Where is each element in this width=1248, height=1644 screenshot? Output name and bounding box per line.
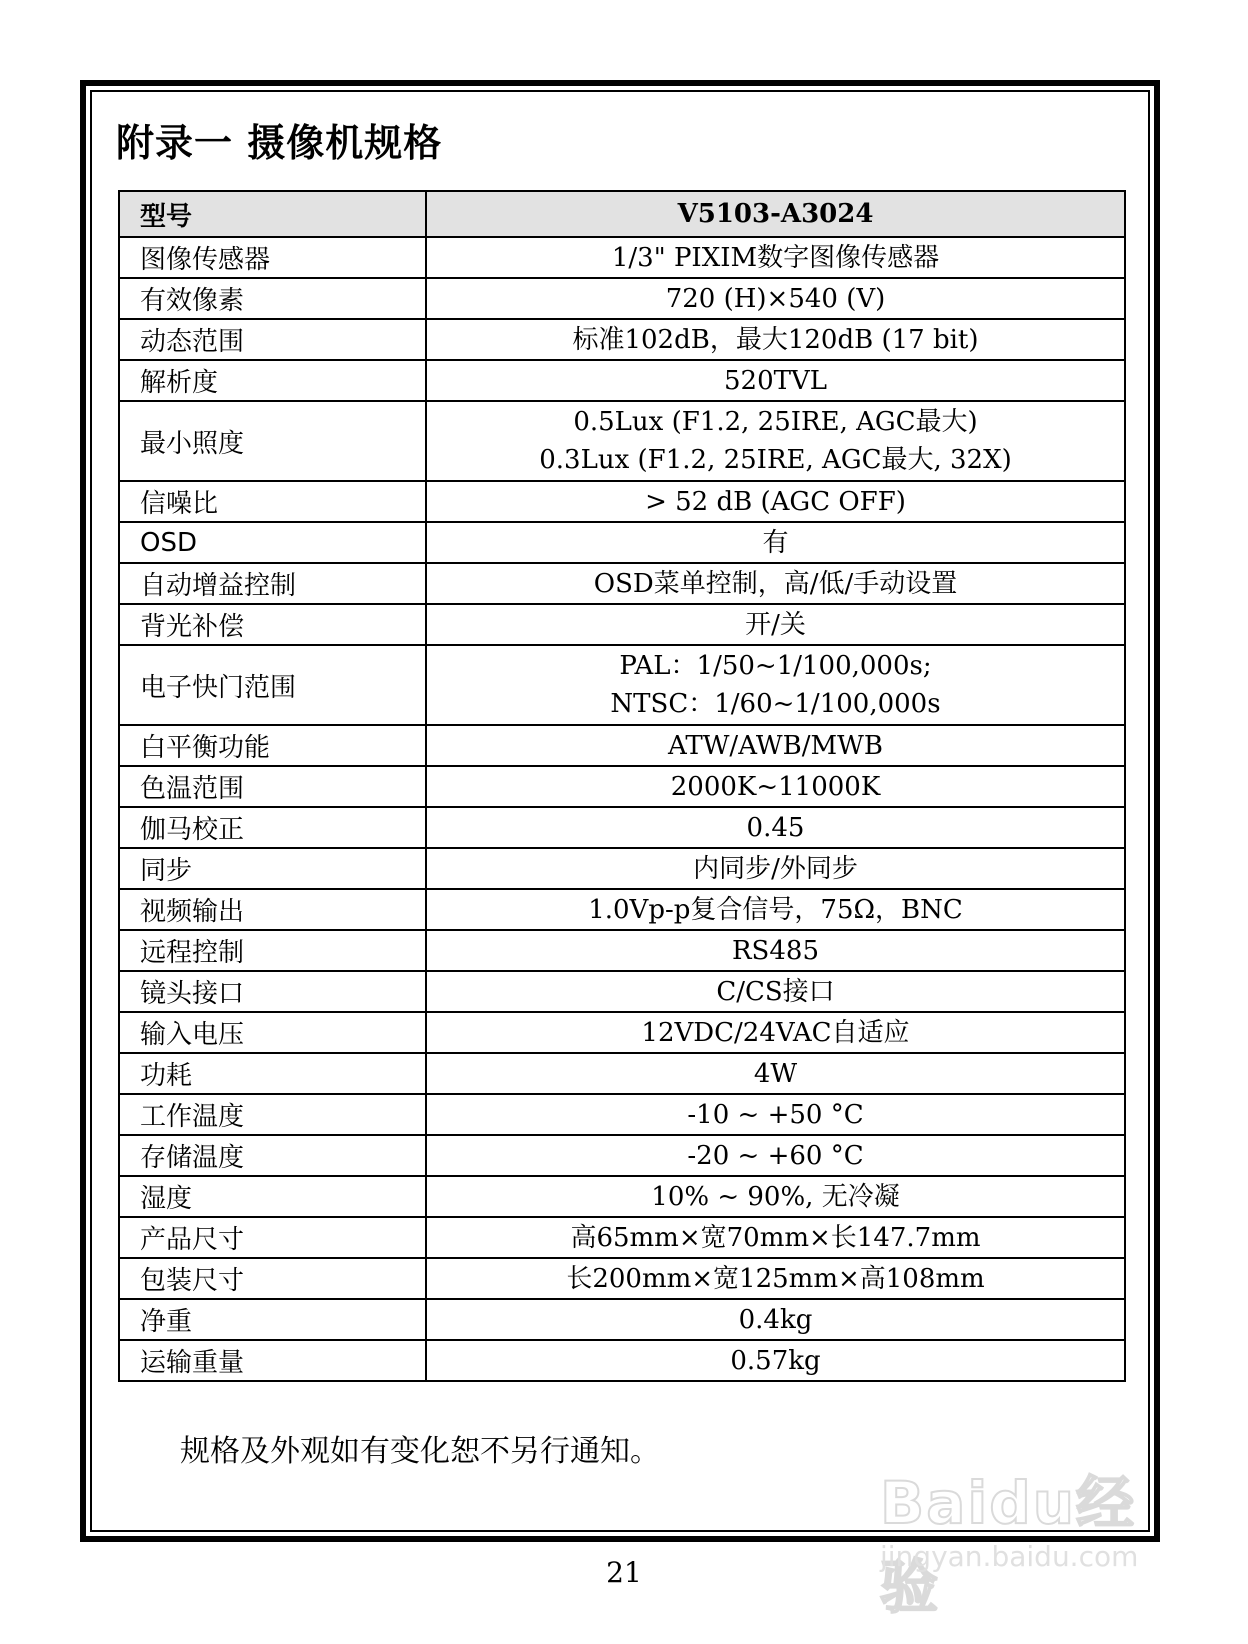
spec-value: 开/关 [745, 609, 806, 640]
spec-label: 净重 [119, 1299, 426, 1340]
table-row [119, 930, 1125, 971]
spec-value-cell [426, 360, 1125, 401]
spec-label: 动态范围 [119, 319, 426, 360]
spec-value: 1/3" PIXIM数字图像传感器 [611, 242, 940, 273]
spec-label: 输入电压 [119, 1012, 426, 1053]
spec-value-cell [426, 930, 1125, 971]
spec-value-cell [426, 1176, 1125, 1217]
spec-value: 4W [753, 1058, 798, 1089]
spec-value: 0.57kg [730, 1345, 821, 1376]
spec-value: 0.3Lux (F1.2, 25IRE, AGC最大, 32X) [539, 445, 1012, 475]
spec-value: 有 [762, 527, 789, 558]
spec-value: 1.0Vp-p复合信号，75Ω，BNC [588, 894, 963, 925]
spec-value-cell [426, 563, 1125, 604]
spec-value-cell [426, 971, 1125, 1012]
spec-value-cell [426, 522, 1125, 563]
spec-label: 湿度 [119, 1176, 426, 1217]
table-row [119, 522, 1125, 563]
spec-value: 内同步/外同步 [693, 853, 858, 884]
spec-value-cell [426, 645, 1125, 725]
spec-value-cell [426, 807, 1125, 848]
table-row [119, 1135, 1125, 1176]
spec-value-cell [426, 1217, 1125, 1258]
spec-value-cell [426, 1258, 1125, 1299]
spec-value-cell [426, 319, 1125, 360]
spec-value: 520TVL [723, 365, 827, 396]
spec-value: NTSC：1/60~1/100,000s [610, 689, 941, 719]
spec-label: 背光补偿 [119, 604, 426, 645]
spec-label: 同步 [119, 848, 426, 889]
spec-value-cell [426, 889, 1125, 930]
spec-value: 0.45 [746, 812, 805, 843]
spec-value-cell [426, 604, 1125, 645]
spec-value: 0.4kg [738, 1304, 813, 1335]
spec-value: 长200mm×宽125mm×高108mm [566, 1263, 985, 1294]
watermark-url: jingyan.baidu.com [880, 1540, 1139, 1573]
spec-value: OSD菜单控制，高/低/手动设置 [593, 568, 958, 599]
table-row [119, 1012, 1125, 1053]
table-row [119, 1053, 1125, 1094]
spec-label: 镜头接口 [119, 971, 426, 1012]
spec-value-cell [426, 1053, 1125, 1094]
table-row [119, 319, 1125, 360]
spec-value-cell [426, 725, 1125, 766]
spec-label: 运输重量 [119, 1340, 426, 1381]
spec-label: 图像传感器 [119, 237, 426, 278]
table-row [119, 237, 1125, 278]
disclaimer-note: 规格及外观如有变化恕不另行通知。 [180, 1434, 660, 1469]
table-row [119, 563, 1125, 604]
page-number: 21 [606, 1556, 642, 1589]
table-row [119, 1176, 1125, 1217]
table-row [119, 1094, 1125, 1135]
table-row [119, 401, 1125, 481]
spec-value-cell [426, 1299, 1125, 1340]
spec-value-cell [426, 481, 1125, 522]
spec-label: 白平衡功能 [119, 725, 426, 766]
spec-value: > 52 dB (AGC OFF) [645, 486, 906, 517]
spec-value: C/CS接口 [716, 976, 835, 1007]
spec-value: RS485 [731, 935, 819, 966]
spec-value-cell [426, 1135, 1125, 1176]
table-row [119, 604, 1125, 645]
table-row [119, 481, 1125, 522]
spec-label: 产品尺寸 [119, 1217, 426, 1258]
table-row [119, 725, 1125, 766]
spec-value-cell [426, 1094, 1125, 1135]
spec-value: 720 (H)×540 (V) [665, 283, 886, 314]
spec-label: 解析度 [119, 360, 426, 401]
spec-value: -20 ~ +60 °C [687, 1140, 864, 1171]
spec-value-cell [426, 401, 1125, 481]
spec-value: 2000K~11000K [670, 771, 881, 802]
spec-label: 伽马校正 [119, 807, 426, 848]
header-model: V5103-A3024 [426, 191, 1125, 237]
spec-label: 色温范围 [119, 766, 426, 807]
table-row [119, 1340, 1125, 1381]
spec-value-cell [426, 278, 1125, 319]
table-row [119, 848, 1125, 889]
spec-label: 电子快门范围 [119, 645, 426, 725]
spec-value-cell [426, 848, 1125, 889]
spec-label: 最小照度 [119, 401, 426, 481]
spec-value-cell [426, 766, 1125, 807]
spec-label: 功耗 [119, 1053, 426, 1094]
spec-value: -10 ~ +50 °C [687, 1099, 864, 1130]
spec-value-cell [426, 1340, 1125, 1381]
spec-label: 包装尺寸 [119, 1258, 426, 1299]
spec-value: 标准102dB，最大120dB (17 bit) [572, 324, 979, 355]
spec-value: 10% ~ 90%, 无冷凝 [651, 1181, 900, 1212]
spec-label: 视频输出 [119, 889, 426, 930]
table-row [119, 645, 1125, 725]
baidu-watermark [880, 1448, 1180, 1621]
spec-table [118, 190, 1126, 1382]
spec-value-cell [426, 1012, 1125, 1053]
spec-label: 信噪比 [119, 481, 426, 522]
table-row [119, 360, 1125, 401]
header-label: 型号 [119, 191, 426, 237]
watermark-logo: Baidu经验 [880, 1469, 1137, 1621]
spec-label: 自动增益控制 [119, 563, 426, 604]
table-row [119, 766, 1125, 807]
spec-label: 存储温度 [119, 1135, 426, 1176]
page-title: 附录一 摄像机规格 [116, 121, 443, 165]
spec-value: 高65mm×宽70mm×长147.7mm [570, 1222, 981, 1253]
table-row [119, 971, 1125, 1012]
spec-label: 有效像素 [119, 278, 426, 319]
spec-label: 远程控制 [119, 930, 426, 971]
table-row [119, 807, 1125, 848]
spec-label: 工作温度 [119, 1094, 426, 1135]
spec-label: OSD [119, 522, 426, 563]
spec-table-body [119, 237, 1125, 1381]
table-row [119, 1217, 1125, 1258]
table-header-row [119, 191, 1125, 237]
spec-value: 0.5Lux (F1.2, 25IRE, AGC最大) [573, 407, 978, 437]
spec-value: ATW/AWB/MWB [668, 730, 883, 761]
table-row [119, 889, 1125, 930]
spec-value: PAL：1/50~1/100,000s; [619, 651, 932, 681]
table-row [119, 278, 1125, 319]
spec-value-cell [426, 237, 1125, 278]
table-row [119, 1258, 1125, 1299]
spec-value: 12VDC/24VAC自适应 [641, 1017, 910, 1048]
table-row [119, 1299, 1125, 1340]
